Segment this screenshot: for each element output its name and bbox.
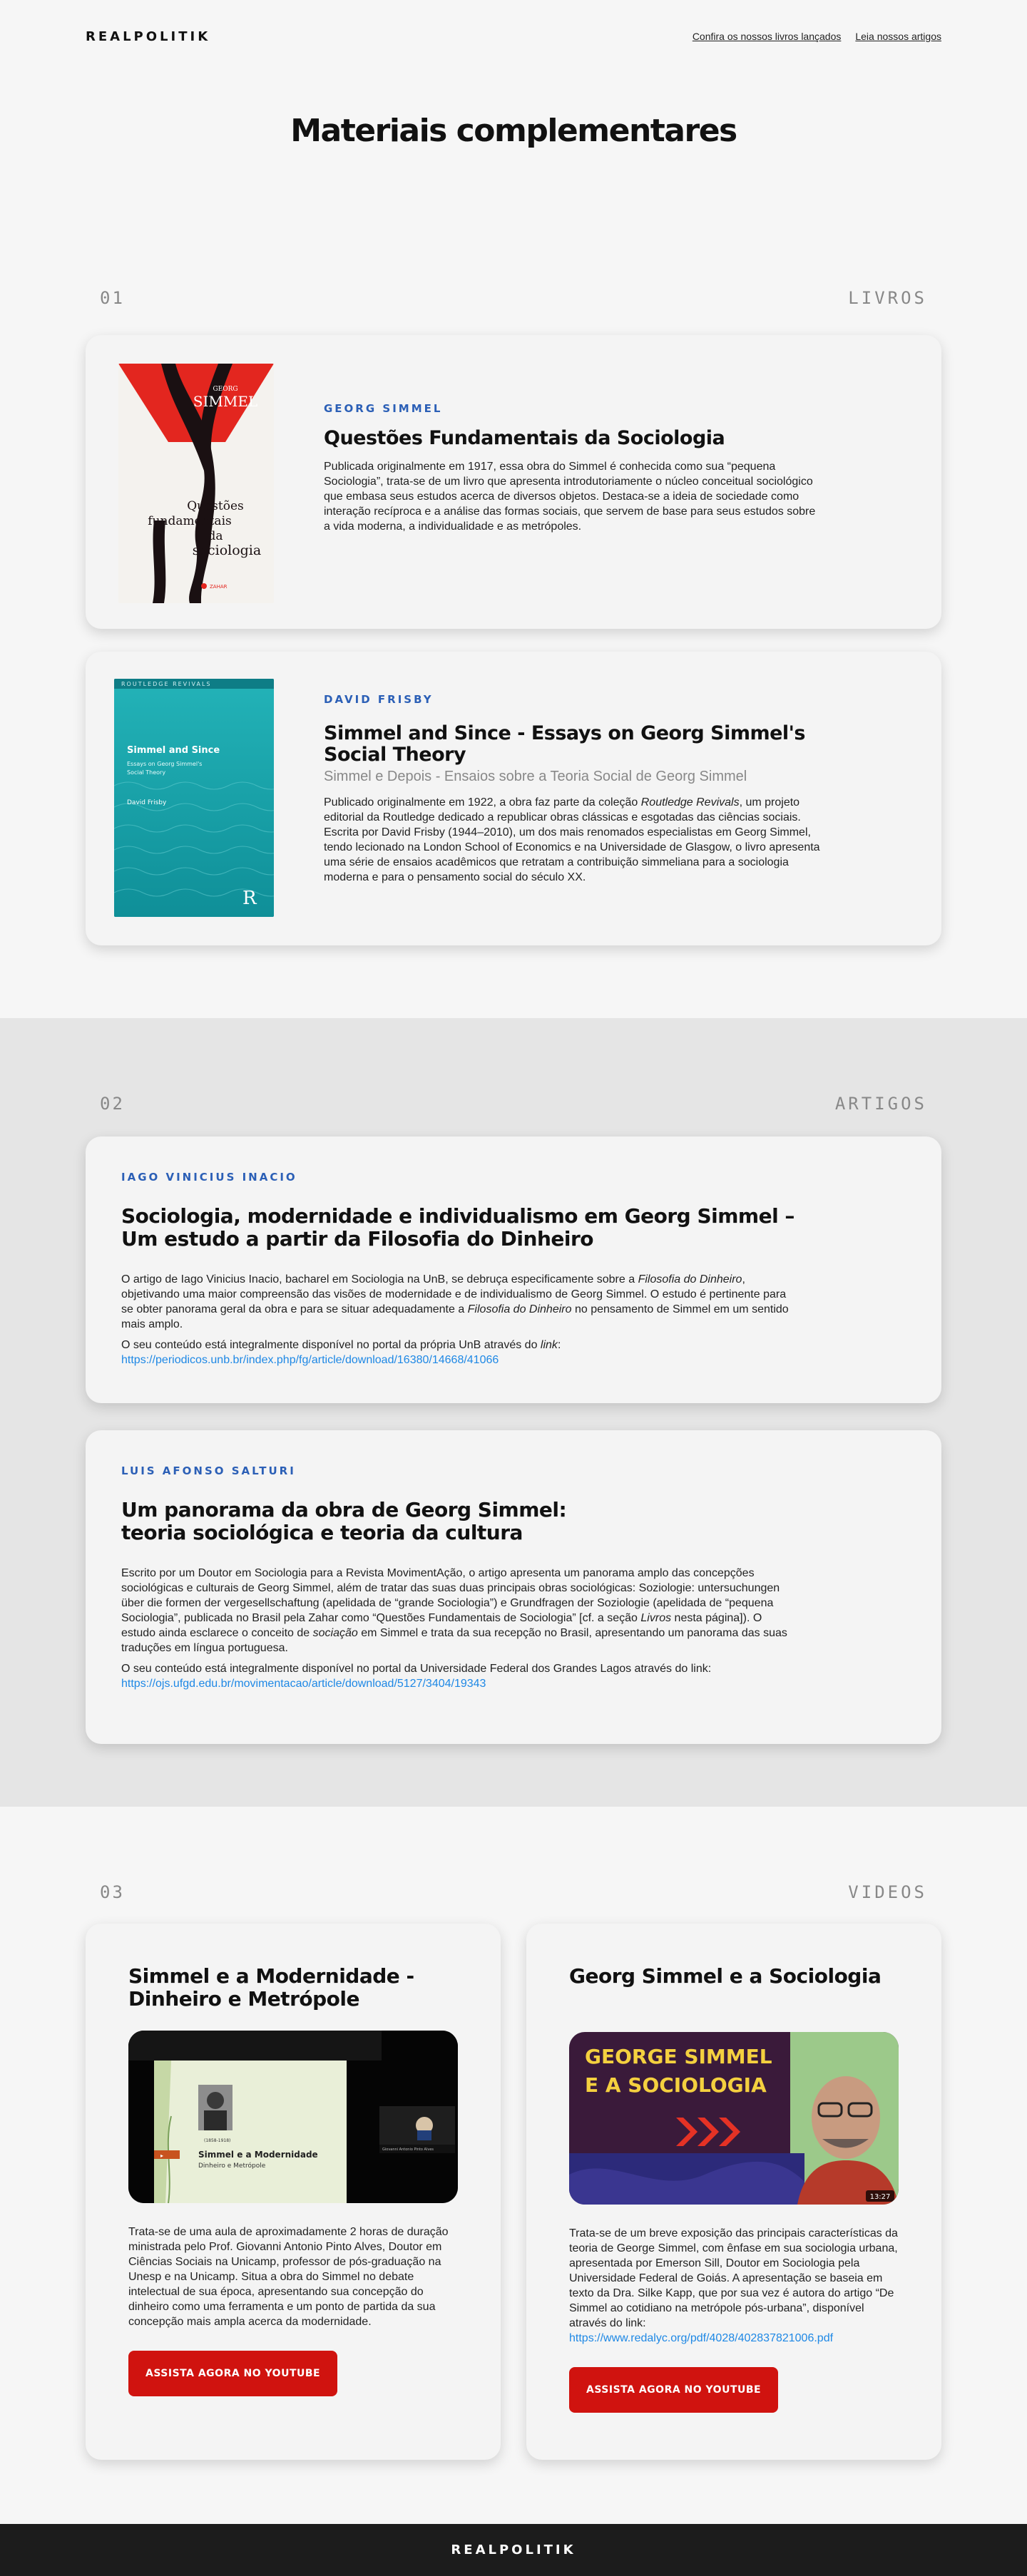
articles-band <box>0 1018 1027 1807</box>
cover-art <box>114 679 274 917</box>
site-header <box>0 0 1027 73</box>
thumb-slide-sub: Dinheiro e Metrópole <box>198 2162 266 2170</box>
section-header <box>86 1878 941 1907</box>
thumb-presenter: Giovanni Antonio Pinto Alves <box>382 2147 434 2152</box>
logo[interactable]: REALPOLITIK <box>86 29 211 44</box>
article-author: IAGO VINICIUS INACIO <box>121 1171 297 1184</box>
cover-publisher-mark: R <box>242 888 257 909</box>
book-title: Questões Fundamentais da Sociologia <box>324 427 725 449</box>
book-card <box>86 652 941 945</box>
video-card <box>526 1924 941 2460</box>
page-title: Materiais complementares <box>290 113 737 149</box>
video-title: Simmel e a Modernidade - Dinheiro e Metrópole <box>128 1964 414 2011</box>
book-author: GEORG SIMMEL <box>324 402 443 415</box>
video-thumbnail-art <box>569 2032 899 2205</box>
book-cover-image <box>118 364 274 603</box>
thumb-slide-title: Simmel e a Modernidade <box>198 2150 318 2160</box>
book-card <box>86 335 941 629</box>
footer-logo: REALPOLITIK <box>451 2542 576 2557</box>
article-body: Escrito por um Doutor em Sociologia para a Revista MovimentAção, o artigo apresenta um panorama amplo das concepções sociológicas e culturais de Georg Simmel, além de tratar das suas duas principais obras sociológicas: Soziologie: untersuchungen über die formen der vergesellschaftung (apelidada de “grande Sociologia”) e Grundfragen der Soziologie (apelidada de “pequena Sociologia”, publicada no Brasil pela Zahar como “Questões Fundamentais de Sociologia” [cf. a seção Livros nesta página]). O estudo ainda esclarece o conceito de sociação em Simmel e trata da sua recepção no Brasil, apresentando um panorama das suas traduções em língua portuguesa. <box>121 1567 787 1654</box>
book-subtitle: Simmel e Depois - Ensaios sobre a Teoria Social de Georg Simmel <box>324 769 747 784</box>
nav-link-articles[interactable]: Leia nossos artigos <box>855 31 941 42</box>
video-card <box>86 1924 501 2460</box>
article-body: O artigo de Iago Vinicius Inacio, bacharel em Sociologia na UnB, se debruça especificamente sobre a Filosofia do Dinheiro, objetivando uma maior compreensão das visões de modernidade e de individualismo de Georg Simmel. O estudo é pertinente para se obter panorama geral da obra e para se situar adequadamente a Filosofia do Dinheiro no pensamento de Simmel em um sentido mais amplo. <box>121 1273 789 1330</box>
books-section <box>0 284 1027 1018</box>
section-title: LIVROS <box>848 288 927 308</box>
article-card <box>86 1430 941 1744</box>
thumb-headline-1: GEORGE SIMMEL <box>585 2045 772 2068</box>
article-title: Sociologia, modernidade e individualismo em Georg Simmel – Um estudo a partir da Filosofia do Dinheiro <box>121 1204 794 1251</box>
cover-title-3: da <box>208 529 223 543</box>
svg-text:▸: ▸ <box>160 2152 164 2159</box>
section-title: VIDEOS <box>848 1882 927 1902</box>
section-header <box>86 284 941 312</box>
articles-section <box>0 1089 1027 1744</box>
video-grid <box>86 1924 941 2460</box>
top-nav <box>693 31 941 42</box>
book-author: DAVID FRISBY <box>324 693 434 706</box>
thumb-years: (1858-1918) <box>204 2138 231 2143</box>
cover-title-1: Questões <box>187 499 244 513</box>
cover-publisher: ZAHAR <box>210 584 228 590</box>
cover-author: David Frisby <box>127 799 167 806</box>
cover-title-4: sociologia <box>192 543 262 558</box>
video-description: Trata-se de um breve exposição das principais características da teoria de George Simmel, com ênfase em sua sociologia urbana, apresentada por Emerson Sill, Doutor em Sociologia pela Universidade Federal de Goiás. A apresentação se baseia em texto da Dra. Silke Kapp, que por sua vez é autora do artigo “De Simmel ao cotidiano na metrópole pós-urbana”, disponível através do link: https://www.redalyc.org/pdf/4028/402837821006.pdf <box>569 2227 898 2344</box>
section-title: ARTIGOS <box>834 1094 927 1114</box>
article-access: O seu conteúdo está integralmente disponível no portal da própria UnB através do link: https://periodicos.unb.br/index.php/fg/article/download/16380/14668/41066 <box>121 1339 561 1366</box>
video-duration: 13:27 <box>869 2193 891 2201</box>
section-header <box>86 1089 941 1118</box>
nav-link-books[interactable]: Confira os nossos livros lançados <box>692 31 842 42</box>
book-cover-image <box>114 679 274 917</box>
video-title: Georg Simmel e a Sociologia <box>569 1964 882 1988</box>
cover-title-2: fundamentais <box>148 514 232 528</box>
youtube-button[interactable]: ASSISTA AGORA NO YOUTUBE <box>569 2367 778 2413</box>
article-access: O seu conteúdo está integralmente disponível no portal da Universidade Federal dos Grandes Lagos através do link: https://ojs.ufgd.edu.br/movimentacao/article/download/5127/3404/19343 <box>121 1663 712 1690</box>
article-author: LUIS AFONSO SALTURI <box>121 1464 296 1477</box>
book-description: Publicada originalmente em 1917, essa obra do Simmel é conhecida como sua “pequena Sociologia”, trata-se de um livro que apresenta introdutoriamente o núcleo conceitual sociológico que embasa seus estudos acerca de diversos objetos. Destaca-se a ideia de sociedade como interação recíproca e a análise das formas sociais, que servem de base para seus estudos sobre a vida moderna, a individualidade e as metrópoles. <box>324 461 816 533</box>
book-info <box>274 364 823 534</box>
thumb-headline-2: E A SOCIOLOGIA <box>585 2073 767 2097</box>
article-card <box>86 1136 941 1403</box>
article-link[interactable]: https://ojs.ufgd.edu.br/movimentacao/article/download/5127/3404/19343 <box>121 1678 486 1690</box>
youtube-button[interactable]: ASSISTA AGORA NO YOUTUBE <box>128 2351 337 2396</box>
book-info <box>274 679 823 885</box>
book-description: Publicado originalmente em 1922, a obra faz parte da coleção Routledge Revivals, um projeto editorial da Routledge dedicado a republicar obras clássicas e esgotadas das ciências sociais. Escrita por David Frisby (1944–2010), um dos mais renomados especialistas em Georg Simmel, tendo lecionado na London School of Economics e na Universidade de Glasgow, o livro apresenta uma série de ensaios acadêmicos que retratam a contribuição simmeliana para a sociologia moderna e para o pensamento social do século XX. <box>324 796 820 883</box>
site-footer <box>0 2524 1027 2576</box>
cover-series: ROUTLEDGE REVIVALS <box>121 681 212 687</box>
article-link[interactable]: https://periodicos.unb.br/index.php/fg/article/download/16380/14668/41066 <box>121 1354 499 1366</box>
cover-art <box>118 364 274 603</box>
hero <box>0 73 1027 284</box>
cover-subtitle-1: Essays on Georg Simmel's <box>127 761 203 767</box>
videos-section <box>0 1807 1027 2524</box>
book-title: Simmel and Since - Essays on Georg Simmel's Social Theory <box>324 722 806 766</box>
video-link[interactable]: https://www.redalyc.org/pdf/4028/402837821006.pdf <box>569 2332 834 2344</box>
video-thumbnail-art <box>128 2031 458 2203</box>
section-number: 03 <box>100 1882 125 1902</box>
cover-author-first: GEORG <box>213 386 238 393</box>
video-thumbnail[interactable] <box>569 2032 899 2205</box>
cover-author-last: SIMMEL <box>193 393 258 410</box>
cover-subtitle-2: Social Theory <box>127 769 166 776</box>
video-description: Trata-se de uma aula de aproximadamente 2 horas de duração ministrada pelo Prof. Giovanni Antonio Pinto Alves, Doutor em Ciências Sociais na Unicamp, professor de pós-graduação na Unesp e na Unicamp. Situa a obra do Simmel no debate intelectual de sua época, apresentando sua concepção do dinheiro como uma ferramenta e um ponto de partida da sua concepção mais ampla acerca da modernidade. <box>128 2226 449 2328</box>
section-number: 02 <box>100 1094 125 1114</box>
cover-title: Simmel and Since <box>127 745 220 756</box>
section-number: 01 <box>100 288 125 308</box>
video-thumbnail[interactable] <box>128 2031 458 2203</box>
article-title: Um panorama da obra de Georg Simmel: teoria sociológica e teoria da cultura <box>121 1498 567 1544</box>
